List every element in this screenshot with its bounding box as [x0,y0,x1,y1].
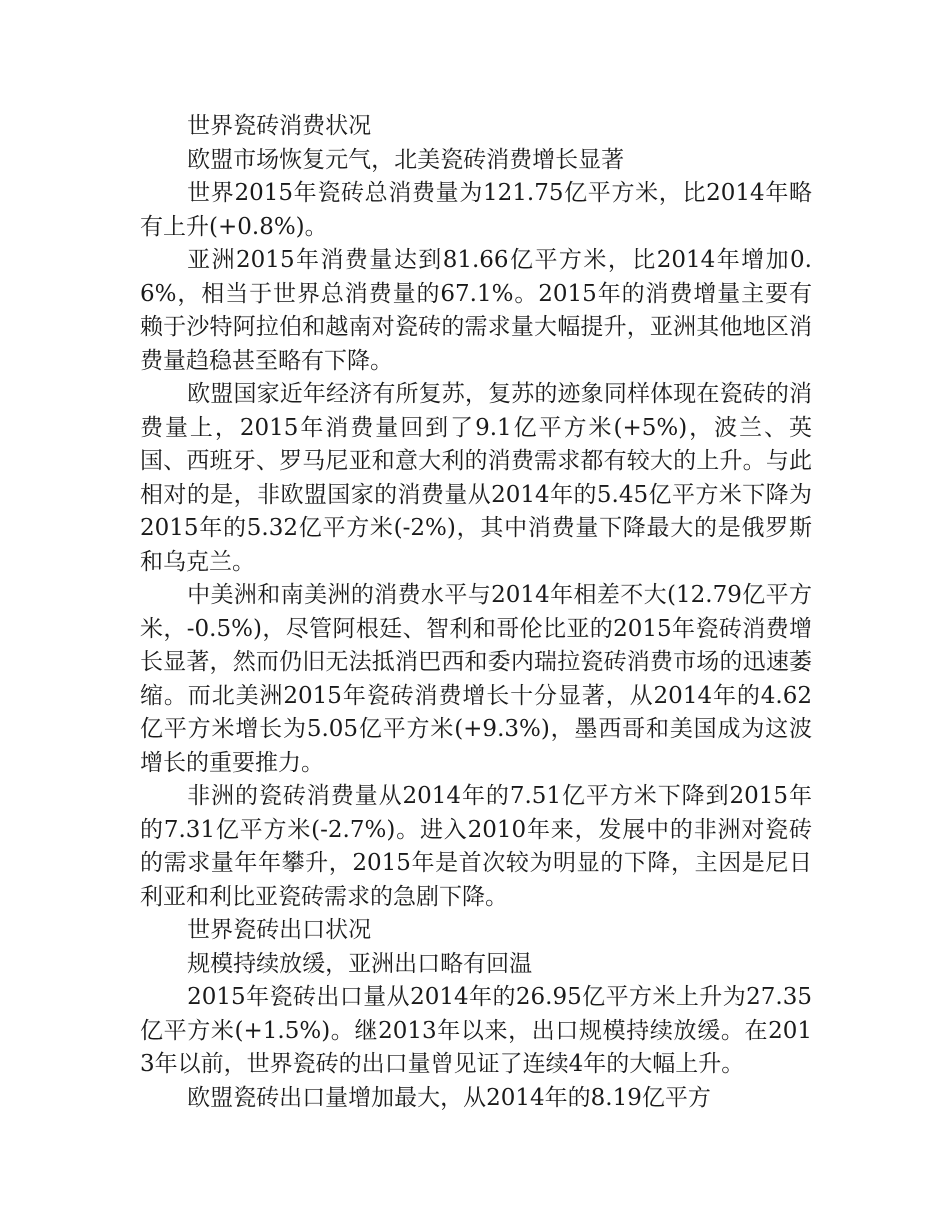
paragraph-world-export: 2015年瓷砖出口量从2014年的26.95亿平方米上升为27.35亿平方米(+1.5%)。继2013年以来，出口规模持续放缓。在2013年以前，世界瓷砖的出口量曾见证了连续4年的大幅上升。 [140,984,812,1077]
section-heading-consumption: 世界瓷砖消费状况 [187,113,372,139]
paragraph-americas-consumption: 中美洲和南美洲的消费水平与2014年相差不大(12.79亿平方米，-0.5%)，尽管阿根廷、智利和哥伦比亚的2015年瓷砖消费增长显著，然而仍旧无法抵消巴西和委内瑞拉瓷砖消费市场的迅速萎缩。而北美洲2015年瓷砖消费增长十分显著，从2014年的4.62亿平方米增长为5.05亿平方米(+9.3%)，墨西哥和美国成为这波增长的重要推力。 [140,582,812,776]
subheading-consumption: 欧盟市场恢复元气，北美瓷砖消费增长显著 [187,146,625,173]
paragraph-eu-consumption: 欧盟国家近年经济有所复苏，复苏的迹象同样体现在瓷砖的消费量上，2015年消费量回到了9.1亿平方米(+5%)，波兰、英国、西班牙、罗马尼亚和意大利的消费需求都有较大的上升。与此相对的是，非欧盟国家的消费量从2014年的5.45亿平方米下降为2015年的5.32亿平方米(-2%)，其中消费量下降最大的是俄罗斯和乌克兰。 [140,381,812,575]
paragraph-asia-consumption: 亚洲2015年消费量达到81.66亿平方米，比2014年增加0.6%，相当于世界总消费量的67.1%。2015年的消费增量主要有赖于沙特阿拉伯和越南对瓷砖的需求量大幅提升，亚洲其他地区消费量趋稳甚至略有下降。 [140,247,812,374]
paragraph-africa-consumption: 非洲的瓷砖消费量从2014年的7.51亿平方米下降到2015年的7.31亿平方米(-2.7%)。进入2010年来，发展中的非洲对瓷砖的需求量年年攀升，2015年是首次较为明显的下降，主因是尼日利亚和利比亚瓷砖需求的急剧下降。 [140,783,812,910]
section-heading-export: 世界瓷砖出口状况 [187,917,372,943]
subheading-export: 规模持续放缓，亚洲出口略有回温 [187,950,533,977]
paragraph-world-consumption: 世界2015年瓷砖总消费量为121.75亿平方米，比2014年略有上升(+0.8%)。 [140,180,812,240]
paragraph-eu-export: 欧盟瓷砖出口量增加最大，从2014年的8.19亿平方 [187,1084,711,1111]
document-body [140,110,812,1115]
